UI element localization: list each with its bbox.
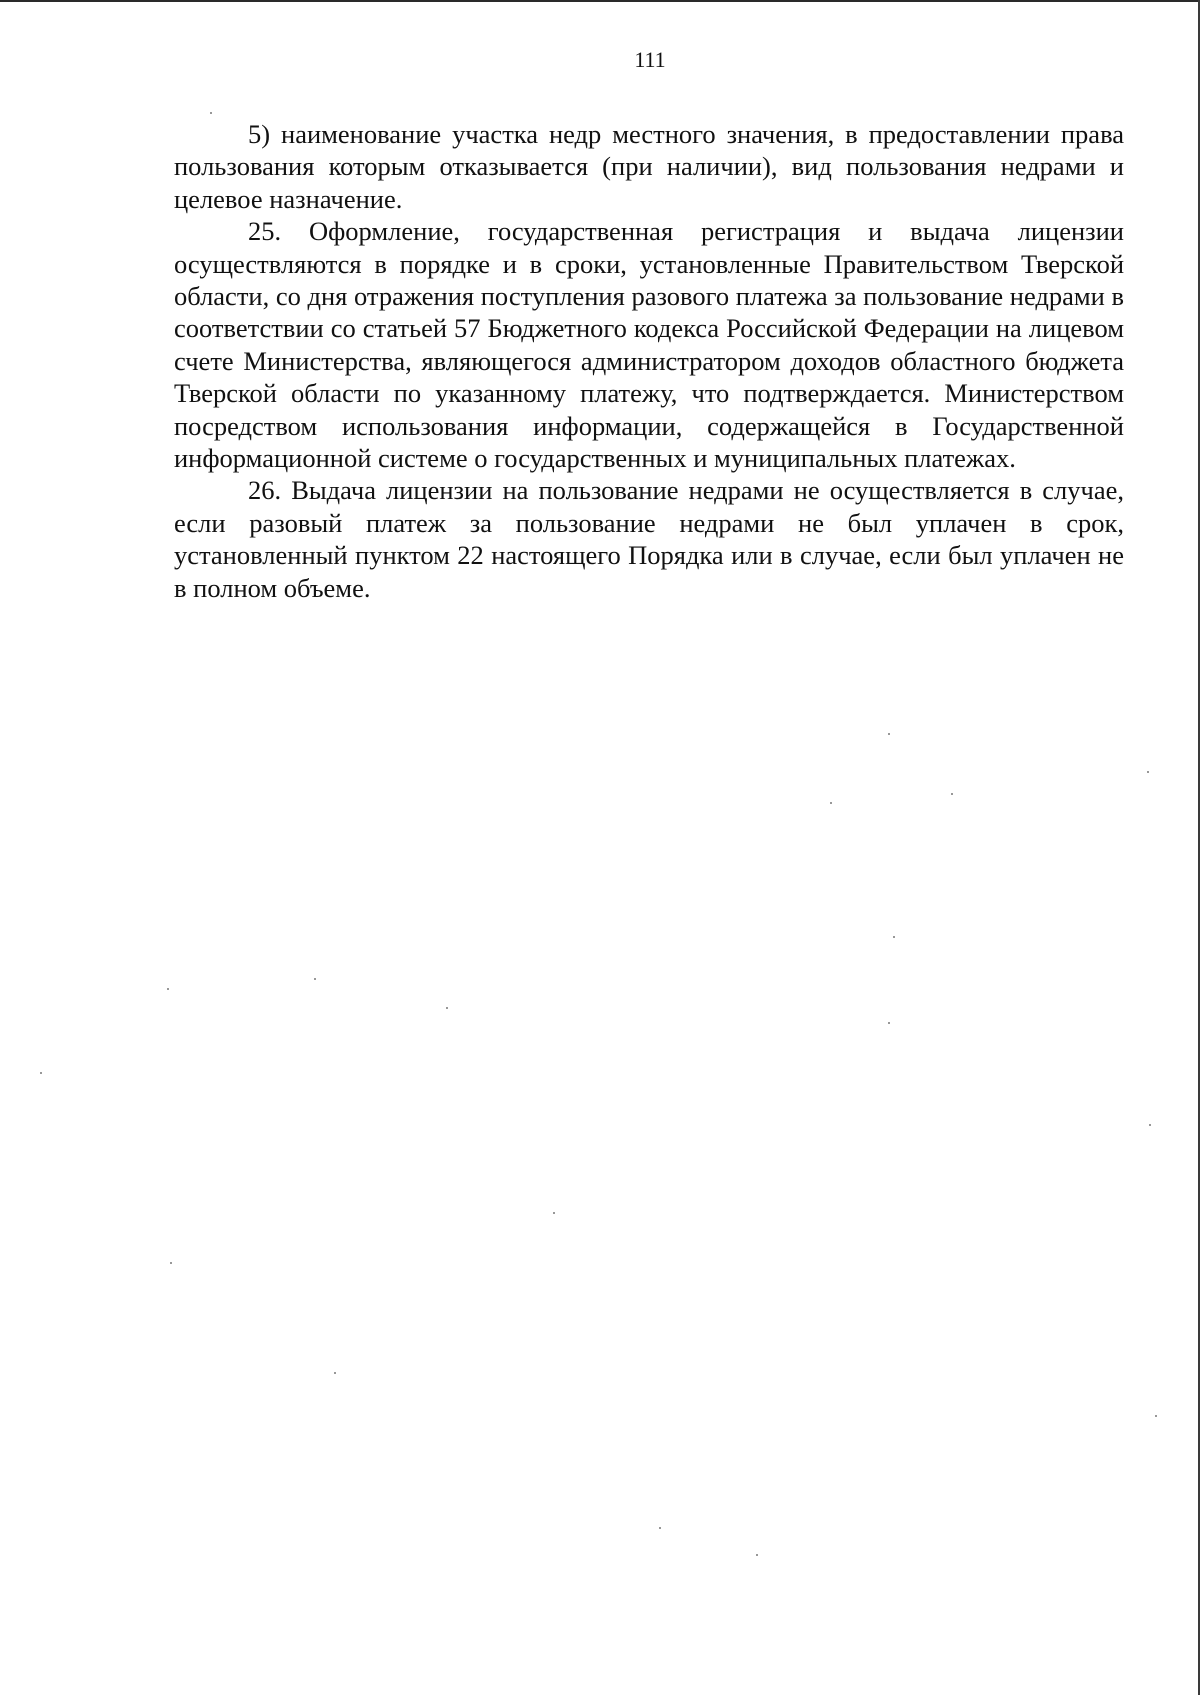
page-number: 111 <box>634 47 666 72</box>
scan-speck <box>659 1527 661 1529</box>
paragraph-label: 5) <box>248 119 271 149</box>
scan-speck <box>893 936 895 938</box>
paragraph-label: 25. <box>248 216 282 247</box>
paragraph-25 <box>174 215 1124 474</box>
scan-speck <box>40 1072 42 1074</box>
scan-speck <box>170 1262 172 1264</box>
document-body <box>174 118 1124 604</box>
scan-speck <box>553 1212 555 1214</box>
scan-speck <box>1149 1124 1151 1126</box>
scan-speck <box>446 1007 448 1009</box>
paragraph-label: 26. <box>248 475 282 506</box>
paragraph-text: Выдача лицензии на пользование недрами не осуществляется в случае, если разовый платеж за пользование недрами не был уплачен в срок, установленный пунктом 22 настоящего Порядка или в случае, если был уплачен не в полном объеме. <box>174 475 1124 603</box>
scan-speck <box>1155 1415 1157 1417</box>
scan-speck <box>756 1554 758 1556</box>
paragraph-text: Оформление, государственная регистрация и выдача лицензии осуществляются в порядке и в сроки, установленные Правительством Тверской области, со дня отражения поступления разового платежа за пользование недрами в соответствии со статьей 57 Бюджетного кодекса Российской Федерации на лицевом счете Министерства, являющегося администратором доходов областного бюджета Тверской области по указанному платежу, что подтверждается. Министерством посредством использования информации, содержащейся в Государственной информационной системе о государственных и муниципальных платежах. <box>174 216 1124 474</box>
scan-speck <box>951 793 953 795</box>
scan-speck <box>334 1372 336 1374</box>
paragraph-item-5 <box>174 118 1124 215</box>
scan-speck <box>888 1022 890 1024</box>
scan-edge-top <box>0 0 1200 2</box>
scan-speck <box>210 112 212 114</box>
scan-speck <box>830 802 832 804</box>
paragraph-26 <box>174 474 1124 604</box>
scan-speck <box>314 978 316 980</box>
scan-speck <box>167 988 169 990</box>
scan-speck <box>888 733 890 735</box>
paragraph-text: наименование участка недр местного значения, в предоставлении права пользования которым отказывается (при наличии), вид пользования недрами и целевое назначение. <box>174 119 1124 214</box>
scan-speck <box>1147 771 1149 773</box>
